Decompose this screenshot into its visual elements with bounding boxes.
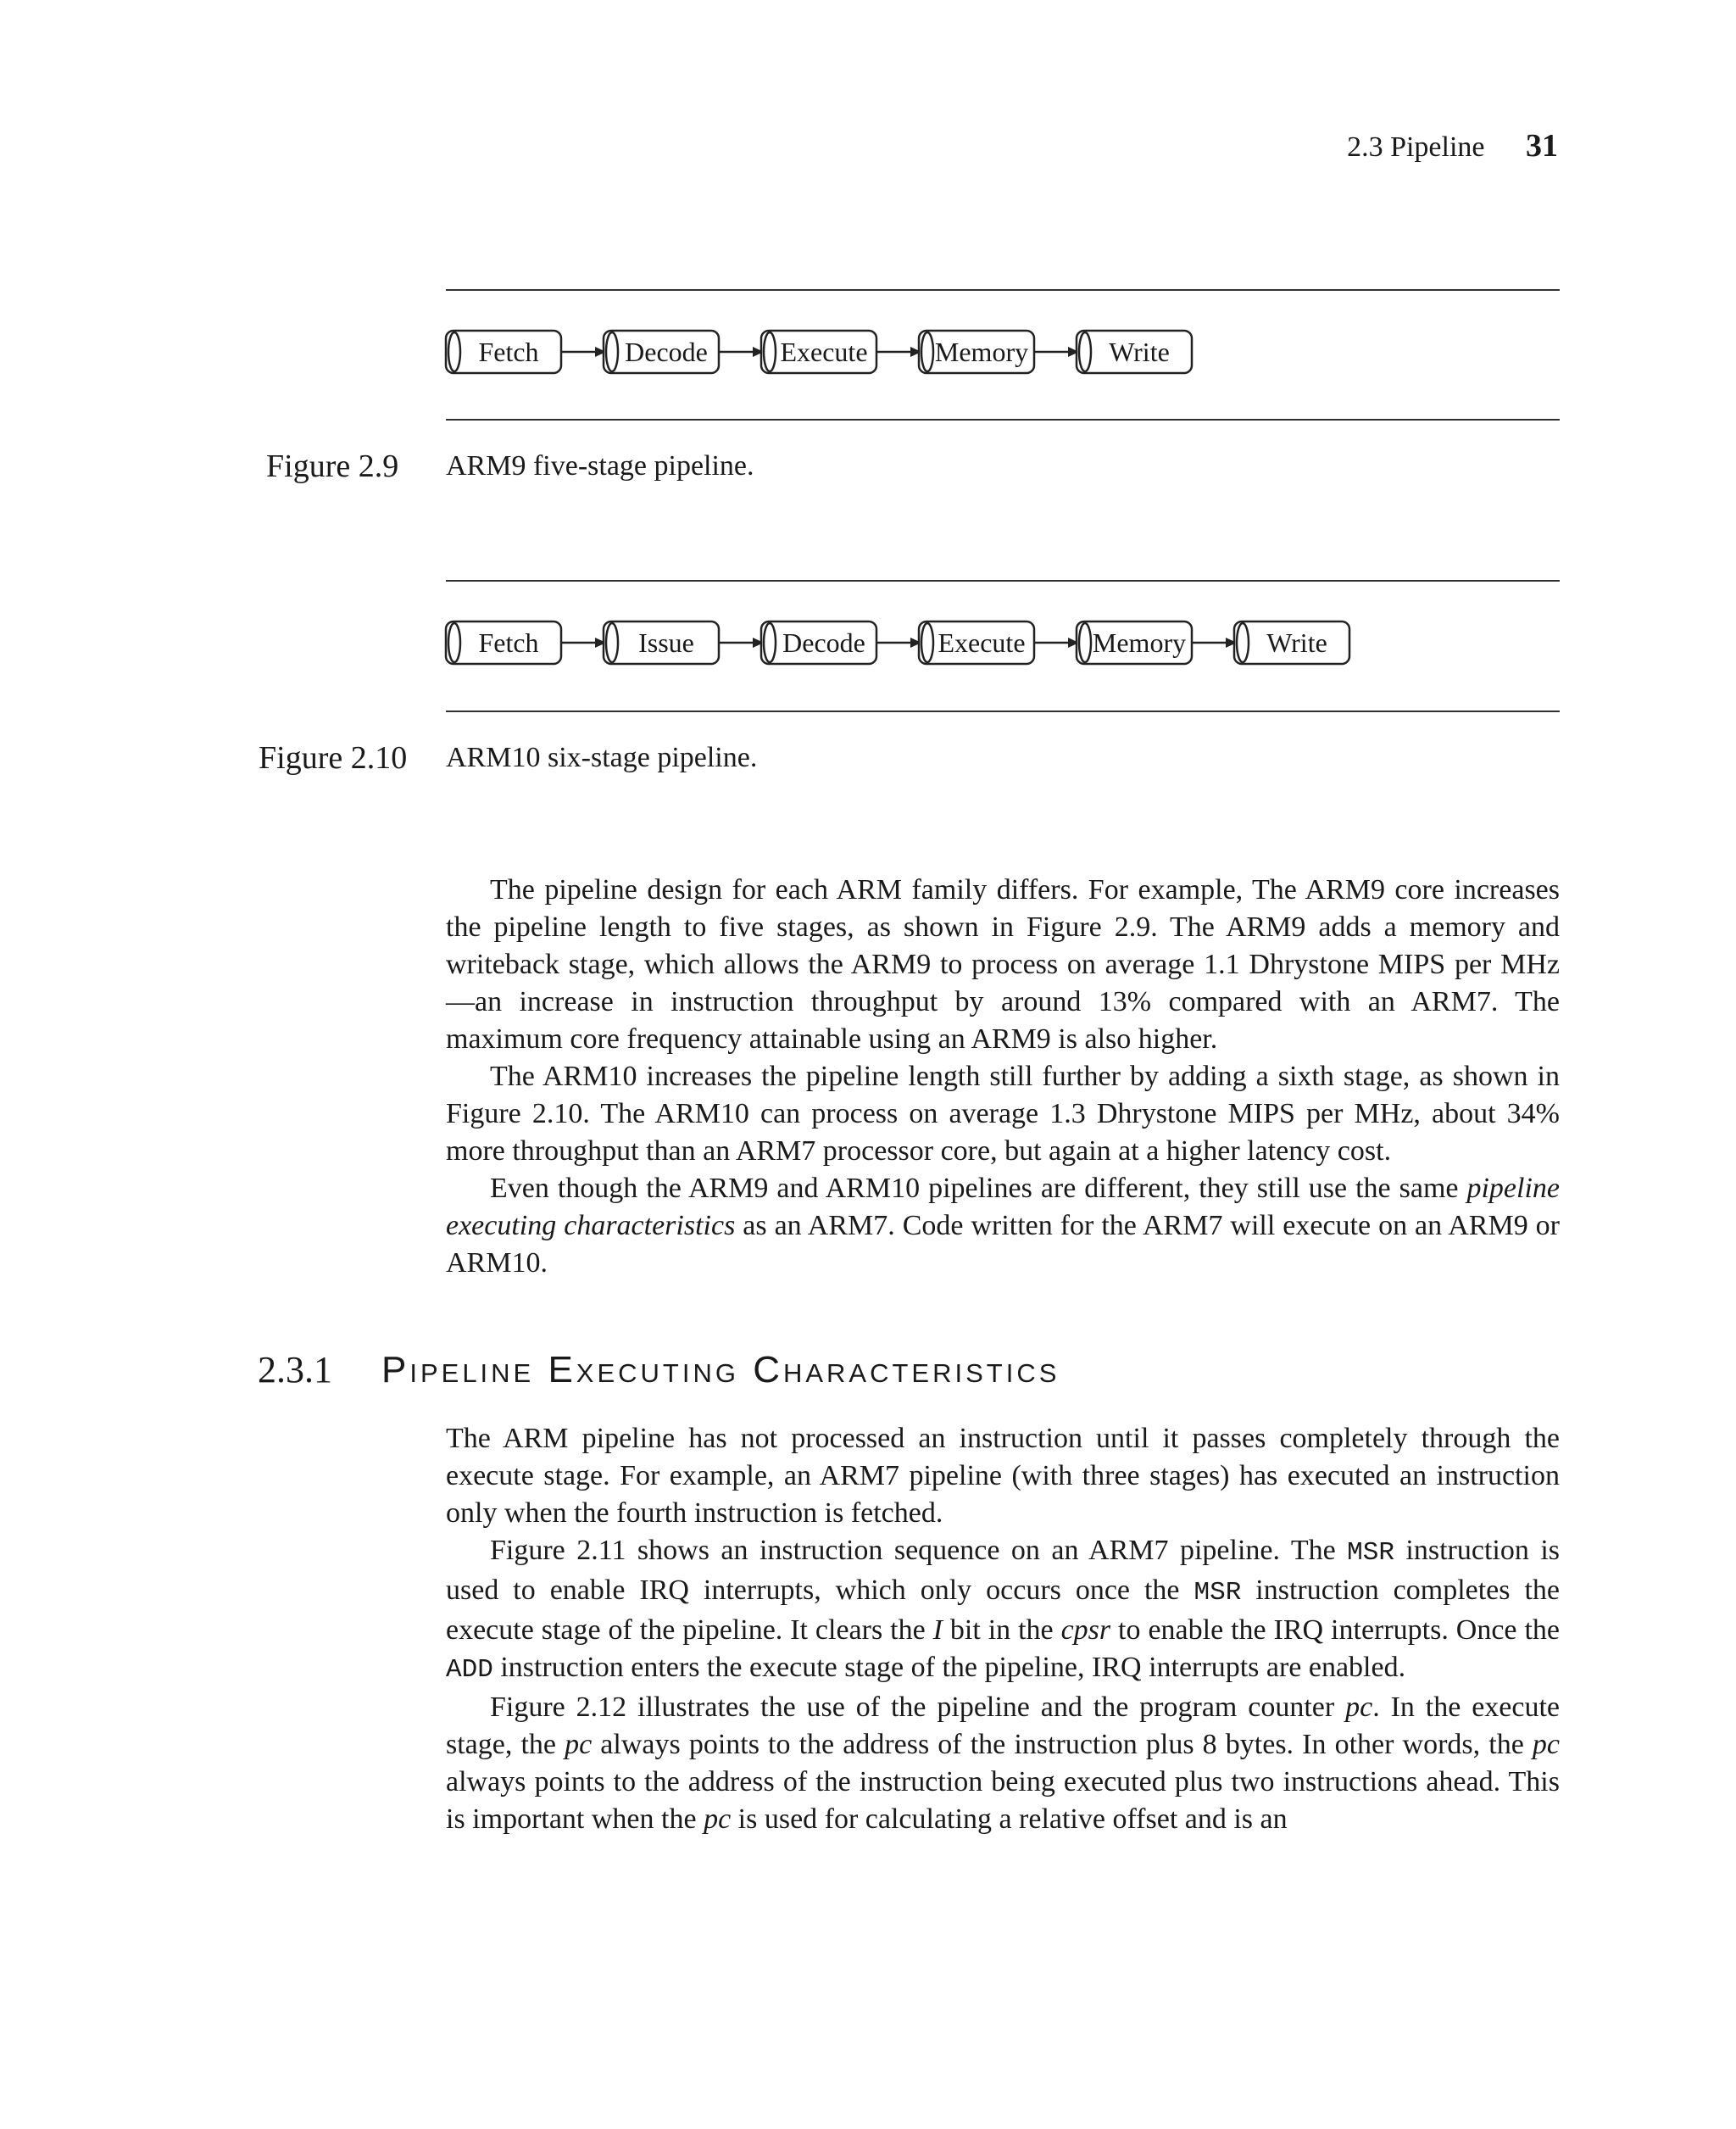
- running-head: [1347, 127, 1558, 164]
- paragraph: Even though the ARM9 and ARM10 pipelines are different, they still use the same pipeline executing characteristics as an ARM7. Code written for the ARM7 will execute on an ARM9 or ARM10.: [446, 1173, 1560, 1279]
- section-title: Pipeline Executing Characteristics: [381, 1349, 1060, 1391]
- pipeline-stage-label: Execute: [780, 337, 868, 367]
- pipeline-stage-label: Memory: [1092, 627, 1187, 658]
- pipeline-svg-arm10: [446, 620, 1463, 667]
- figure-rule-top: [446, 289, 1560, 291]
- pipeline-diagram-arm9: [446, 329, 1463, 376]
- pipeline-svg-arm9: [446, 329, 1463, 376]
- pipeline-stage-label: Decode: [782, 627, 865, 658]
- figure-rule-bottom: [446, 419, 1560, 421]
- body-text: [446, 872, 1560, 1282]
- pipeline-stage-label: Fetch: [478, 627, 539, 658]
- pipeline-stage: [761, 621, 876, 664]
- pipeline-stage-label: Execute: [938, 627, 1026, 658]
- pipeline-stage-label: Issue: [638, 627, 694, 658]
- figure-label: Figure 2.10: [259, 740, 408, 776]
- running-head-section: 2.3 Pipeline: [1347, 131, 1485, 163]
- pipeline-stage: [604, 621, 719, 664]
- paragraph: Figure 2.11 shows an instruction sequence on an ARM7 pipeline. The MSR instruction is used to enable IRQ interrupts, which only occurs once the MSR instruction completes the execute stage of the pipeline. It clears the I bit in the cpsr to enable the IRQ interrupts. Once the ADD instruction enters the execute stage of the pipeline, IRQ interrupts are enabled.: [446, 1535, 1560, 1685]
- pipeline-stage-label: Write: [1266, 627, 1327, 658]
- figure-rule-top: [446, 580, 1560, 582]
- pipeline-stage: [446, 621, 561, 664]
- pipeline-stage-label: Fetch: [478, 337, 539, 367]
- figure-caption: ARM10 six-stage pipeline.: [446, 742, 758, 773]
- figure-label: Figure 2.9: [266, 449, 399, 484]
- pipeline-stage-label: Memory: [934, 337, 1029, 367]
- figure-rule-bottom: [446, 711, 1560, 712]
- paragraph: Figure 2.12 illustrates the use of the pipeline and the program counter pc. In the execute stage, the pc always points to the address of the instruction plus 8 bytes. In other words, the pc always points to the address of the instruction being executed plus two instructions ahead. This is important when the pc is used for calculating a relative offset and is an: [446, 1691, 1561, 1835]
- pipeline-stage-label: Write: [1109, 337, 1170, 367]
- body-text: [446, 1420, 1560, 1838]
- pipeline-stage: [446, 331, 561, 373]
- pipeline-stage: [1234, 621, 1349, 664]
- page-number: 31: [1526, 128, 1558, 164]
- pipeline-stage: [1077, 621, 1192, 664]
- section-number: 2.3.1: [258, 1349, 332, 1391]
- pipeline-stage: [919, 331, 1034, 373]
- pipeline-stage: [919, 621, 1034, 664]
- figure-caption: ARM9 five-stage pipeline.: [446, 450, 754, 482]
- pipeline-stage: [1077, 331, 1192, 373]
- pipeline-stage: [604, 331, 719, 373]
- paragraph: The ARM pipeline has not processed an instruction until it passes completely through the execute stage. For example, an ARM7 pipeline (with three stages) has executed an instruction only when the fourth instruction is fetched.: [446, 1423, 1560, 1529]
- paragraph: The ARM10 increases the pipeline length still further by adding a sixth stage, as shown in Figure 2.10. The ARM10 can process on average 1.3 Dhrystone MIPS per MHz, about 34% more throughput than an ARM7 processor core, but again at a higher latency cost.: [446, 1061, 1560, 1167]
- pipeline-stage-label: Decode: [625, 337, 708, 367]
- pipeline-diagram-arm10: [446, 620, 1463, 667]
- section-heading: [258, 1348, 1060, 1391]
- pipeline-stage: [761, 331, 876, 373]
- paragraph: The pipeline design for each ARM family differs. For example, The ARM9 core increases the pipeline length to five stages, as shown in Figure 2.9. The ARM9 adds a memory and writeback stage, which allows the ARM9 to process on average 1.1 Dhrystone MIPS per MHz—an increase in instruction throughput by around 13% compared with an ARM7. The maximum core frequency attainable using an ARM9 is also higher.: [446, 874, 1560, 1055]
